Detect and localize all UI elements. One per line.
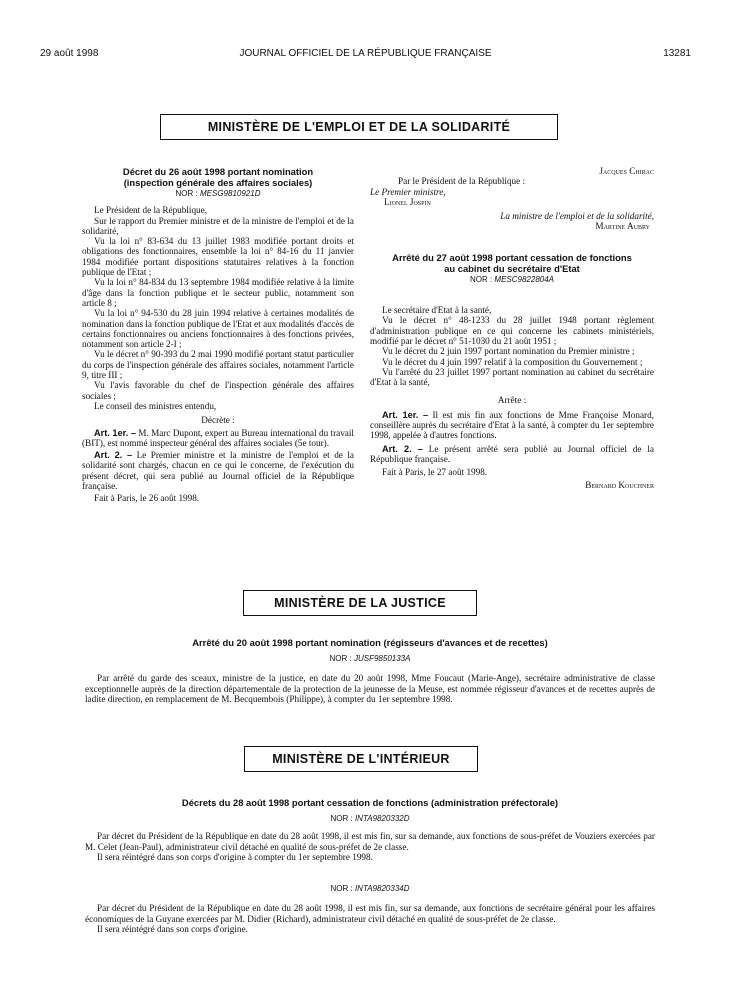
par-le-president: Par le Président de la République :: [398, 176, 526, 187]
arrete-paragraph: Vu le décret du 2 juin 1997 portant nomination du Premier ministre ;: [382, 346, 635, 357]
decret-paragraph: Vu la loi n° 94-530 du 28 juin 1994 relative à certaines modalités de nomination dans la fonction publique de l'Etat et aux modalités d'accès de certains fonctionnaires ou anciens fonctionnaires à des fonctions privées, notamment son article 2-I ;: [82, 308, 354, 350]
decret-nor-label: NOR :: [175, 189, 200, 198]
arrete-cabinet-nor: [370, 275, 654, 285]
decret-title: [82, 166, 354, 188]
decret-nomination-igas: [82, 166, 354, 504]
justice-arrete-body: [85, 673, 655, 705]
decret-nor: [82, 189, 354, 199]
decret-paragraph: Le Président de la République,: [94, 205, 208, 216]
arrete-signature: Bernard Kouchner: [585, 479, 654, 490]
decret-nor-code: MESG9810921D: [199, 189, 261, 198]
decret-article-1-text: M. Marc Dupont, expert au Bureau international du travail (BIT), est nommé inspecteur général des affaires sociales (5e tour).: [82, 427, 354, 448]
decret-paragraph: Vu la loi n° 84-834 du 13 septembre 1984 modifiée relative à la limite d'âge dans la fonction publique et le secteur public, notamment son article 8 ;: [82, 277, 354, 308]
arrete-article-1-label: Art. 1er. –: [382, 409, 429, 420]
decret-paragraph: Vu l'avis favorable du chef de l'inspection générale des affaires sociales ;: [82, 380, 354, 401]
arrete-fait: Fait à Paris, le 27 août 1998.: [382, 467, 488, 478]
decret-paragraph: Vu la loi n° 83-634 du 13 juillet 1983 modifiée portant droits et obligations des fonctionnaires, ensemble la loi n° 84-16 du 11 janvier 1984 modifiée portant dispositions statutaires relatives à la fonction publique de l'Etat ;: [82, 236, 354, 278]
arrete-cabinet-nor-code: MESC9822804A: [494, 274, 555, 284]
interieur-nor-1: [60, 814, 680, 823]
ministre-title: La ministre de l'emploi et de la solidarité,: [500, 211, 654, 222]
header-page-number: 13281: [663, 48, 691, 59]
arrete-cabinet-title-line2: au cabinet du secrétaire d'Etat: [444, 262, 580, 274]
signature-president: Jacques Chirac: [599, 166, 654, 176]
arrete-paragraph: Vu le décret du 4 juin 1997 relatif à la composition du Gouvernement ;: [382, 356, 643, 367]
arrete-paragraph: Le secrétaire d'Etat à la santé,: [382, 305, 492, 316]
arrete-article-2-label: Art. 2. –: [382, 443, 423, 454]
arrete-paragraph: Vu l'arrêté du 23 juillet 1997 portant nomination au cabinet du secrétaire d'Etat à la santé,: [370, 366, 654, 388]
interieur-decret-2-text: Par décret du Président de la République en date du 28 août 1998, il est mis fin, sur sa demande, aux fonctions de secrétaire général pour les affaires économiques de la Guyane exercées par M. Didier (Richard), administrateur civil détaché en qualité de sous-préfet de 2e classe.: [85, 903, 655, 924]
interieur-nor-1-code: INTA9820332D: [354, 814, 410, 823]
decret-article-2-label: Art. 2. –: [94, 450, 133, 461]
header-journal-title: JOURNAL OFFICIEL DE LA RÉPUBLIQUE FRANÇAISE: [239, 48, 492, 59]
decret-decrete: Décrète :: [201, 415, 235, 426]
arrete-cabinet-title: [370, 252, 654, 274]
decret-paragraph: Le conseil des ministres entendu,: [94, 400, 217, 411]
arrete-article-1-text: Il est mis fin aux fonctions de Mme Françoise Monard, conseillère auprès du secrétaire d'Etat à la santé, à compter du 1er septembre 1998, appelée à d'autres fonctions.: [370, 409, 654, 441]
arrete-article-2-text: Le présent arrêté sera publié au Journal officiel de la République française.: [370, 443, 655, 464]
decret-title-line2: (inspection générale des affaires sociales): [123, 177, 313, 188]
decret-article-1-label: Art. 1er. –: [94, 427, 136, 438]
section-heading-interieur: [244, 746, 478, 772]
decret-article-2-text: Le Premier ministre et la ministre de l'emploi et de la solidarité sont chargés, chacun en ce qui le concerne, de l'exécution du présent décret, qui sera publié au Journal officiel de la République française.: [82, 450, 354, 492]
section-heading-justice: [243, 590, 477, 616]
right-column: [370, 166, 654, 490]
arrete-article-2: [370, 444, 654, 465]
justice-arrete-nor: [60, 654, 680, 663]
arrete-article-1: [370, 410, 654, 441]
arrete-cabinet-nor-label: NOR :: [469, 274, 495, 284]
arrete-arrete: Arrête :: [497, 395, 527, 406]
interieur-decret-2: [85, 903, 655, 935]
justice-nor-label: NOR :: [329, 654, 354, 663]
justice-arrete-title: Arrêté du 20 août 1998 portant nomination (régisseurs d'avances et de recettes): [192, 637, 548, 648]
interieur-decret-2-reintegration: Il sera réintégré dans son corps d'origine.: [97, 924, 248, 934]
section-heading-emploi-text: MINISTÈRE DE L'EMPLOI ET DE LA SOLIDARITÉ: [207, 120, 511, 134]
ministre-name: Martine Aubry: [595, 221, 650, 232]
decret-article-2: [82, 450, 354, 491]
decret-title-line1: Décret du 26 août 1998 portant nomination: [122, 166, 314, 177]
interieur-nor-2-label: NOR :: [330, 884, 355, 893]
interieur-nor-2-code: INTA9820334D: [354, 884, 410, 893]
section-heading-emploi: [160, 114, 558, 140]
section-heading-justice-text: MINISTÈRE DE LA JUSTICE: [274, 596, 446, 610]
interieur-decrets-title: Décrets du 28 août 1998 portant cessation de fonctions (administration préfectorale): [181, 797, 559, 808]
interieur-nor-2: [60, 884, 680, 893]
premier-ministre-name: Lionel Jospin: [384, 196, 431, 207]
decret-article-1: [82, 428, 354, 449]
header-date: 29 août 1998: [40, 48, 99, 59]
decret-paragraph: Vu le décret n° 90-393 du 2 mai 1990 modifié portant statut particulier du corps de l'inspection générale des affaires sociales, notamment l'article 9, titre III ;: [82, 349, 354, 381]
justice-nor-code: JUSF9850133A: [353, 654, 411, 663]
premier-ministre-title: Le Premier ministre,: [370, 186, 446, 197]
decret-paragraph: Sur le rapport du Premier ministre et de la ministre de l'emploi et de la solidarité,: [82, 215, 354, 236]
justice-arrete-text: Par arrêté du garde des sceaux, ministre de la justice, en date du 20 août 1998, Mme Foucaut (Marie-Ange), secrétaire administrative de classe exceptionnelle auprès de la direction départementale de la protection de la jeunesse de la Meuse, est nommée régisseur d'avances et de recettes auprès de ladite direction, en remplacement de M. Becquembois (Philippe), à compter du 1er septembre 1998.: [85, 673, 655, 704]
arrete-paragraph: Vu le décret n° 48-1233 du 28 juillet 1948 portant règlement d'administration publique en ce qui concerne les cabinets ministériels, modifié par le décret n° 51-1030 du 21 août 1951 ;: [370, 315, 654, 346]
section-heading-interieur-text: MINISTÈRE DE L'INTÉRIEUR: [272, 752, 450, 766]
decret-fait: Fait à Paris, le 26 août 1998.: [94, 493, 200, 504]
interieur-decret-1-reintegration: Il sera réintégré dans son corps d'origine à compter du 1er septembre 1998.: [97, 852, 373, 862]
interieur-decret-1: [85, 831, 655, 863]
interieur-nor-1-label: NOR :: [330, 814, 355, 823]
interieur-decret-1-text: Par décret du Président de la République en date du 28 août 1998, il est mis fin, sur sa demande, aux fonctions de sous-préfet de Vouziers exercées par M. Celet (Jean-Paul), administrateur civil détaché en qualité de sous-préfet de 2e classe.: [85, 831, 655, 852]
arrete-cabinet-title-line1: Arrêté du 27 août 1998 portant cessation de fonctions: [392, 251, 632, 263]
